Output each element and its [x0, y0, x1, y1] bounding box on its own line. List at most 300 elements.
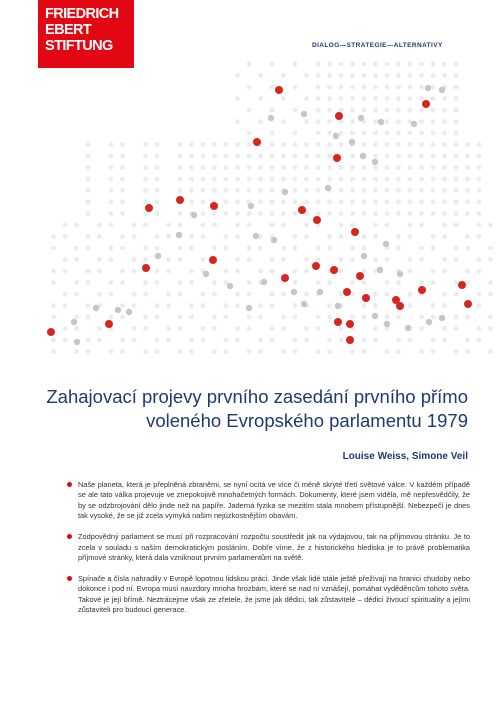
map-dot	[304, 142, 309, 147]
map-dot	[258, 303, 263, 308]
map-dot	[201, 165, 206, 170]
map-dot	[339, 85, 344, 90]
map-dot	[281, 326, 286, 331]
map-dot-red	[422, 100, 430, 108]
map-dot-red	[346, 320, 354, 328]
map-dot	[132, 257, 137, 262]
map-dot-gray	[268, 115, 274, 121]
bullet-dot-icon	[67, 482, 72, 487]
map-dot	[362, 234, 367, 239]
map-dot	[155, 142, 160, 147]
map-dot	[201, 188, 206, 193]
map-dot	[385, 108, 390, 113]
bullet-dot-icon	[67, 534, 72, 539]
map-dot	[178, 165, 183, 170]
map-dot	[362, 177, 367, 182]
map-dot	[120, 338, 125, 343]
map-dot	[143, 165, 148, 170]
map-dot	[396, 165, 401, 170]
map-dot	[477, 338, 482, 343]
map-dot	[350, 108, 355, 113]
map-dot	[442, 73, 447, 78]
map-dot	[235, 73, 240, 78]
map-dot	[293, 177, 298, 182]
map-dot-gray	[397, 271, 403, 277]
map-dot	[327, 62, 332, 67]
map-dot	[373, 108, 378, 113]
map-dot	[189, 234, 194, 239]
map-dot	[86, 280, 91, 285]
map-dot	[258, 315, 263, 320]
map-dot	[396, 246, 401, 251]
map-dot	[362, 131, 367, 136]
map-dot	[281, 142, 286, 147]
paragraph-text: Spínače a čísla nahradily v Evropě lopotnou lidskou práci. Jinde však lidé stále ještě přežívají na hranici chudoby nebo dokonce i pod ní. Evropa musí navzdory mnoha hrozbám, které se nad ní vznášejí, pomáhat vyděděncům tohoto světa. Takové je její břímě. Neztrácejme však ze zřetele, že jsme jak dědici, tak zůstavitelé – dědici živoucí spirituality a jejími zůstaviteli pro budoucí generace.	[78, 574, 470, 615]
map-dot	[304, 234, 309, 239]
map-dot	[408, 223, 413, 228]
tagline: DIALOG—STRATEGIE—ALTERNATIVY	[312, 42, 443, 49]
map-dot	[454, 154, 459, 159]
map-dot-red	[275, 86, 283, 94]
map-dot	[281, 257, 286, 262]
map-dot	[396, 234, 401, 239]
map-dot	[86, 338, 91, 343]
map-dot	[442, 338, 447, 343]
map-dot	[97, 292, 102, 297]
map-dot	[454, 349, 459, 354]
map-dot	[281, 177, 286, 182]
map-dot	[431, 73, 436, 78]
map-dot	[327, 234, 332, 239]
map-dot	[304, 165, 309, 170]
map-dot	[293, 303, 298, 308]
map-dot	[247, 154, 252, 159]
map-dot	[442, 211, 447, 216]
map-dot	[143, 315, 148, 320]
map-dot	[350, 119, 355, 124]
map-dot	[373, 119, 378, 124]
map-dot	[270, 211, 275, 216]
map-dot	[419, 73, 424, 78]
map-dot	[281, 246, 286, 251]
map-dot	[143, 349, 148, 354]
map-dot	[247, 326, 252, 331]
map-dot	[281, 73, 286, 78]
map-dot	[97, 223, 102, 228]
map-dot	[488, 292, 493, 297]
map-dot	[316, 154, 321, 159]
map-dot-gray	[439, 315, 445, 321]
map-dot-gray	[282, 189, 288, 195]
map-dot	[362, 246, 367, 251]
map-dot	[258, 165, 263, 170]
map-dot	[339, 188, 344, 193]
map-dot-red	[47, 328, 55, 336]
map-dot	[316, 246, 321, 251]
map-dot	[270, 257, 275, 262]
map-dot	[396, 338, 401, 343]
map-dot	[408, 257, 413, 262]
map-dot	[120, 315, 125, 320]
map-dot	[270, 303, 275, 308]
map-dot	[465, 338, 470, 343]
map-dot	[155, 154, 160, 159]
map-dot	[408, 269, 413, 274]
map-dot	[258, 246, 263, 251]
map-dot	[419, 62, 424, 67]
map-dot	[304, 338, 309, 343]
map-dot-red	[281, 274, 289, 282]
map-dot	[155, 315, 160, 320]
map-dot	[281, 96, 286, 101]
map-dot	[396, 119, 401, 124]
map-dot	[488, 246, 493, 251]
map-dot	[431, 269, 436, 274]
map-dot-gray	[271, 237, 277, 243]
map-dot	[293, 62, 298, 67]
map-dot	[224, 177, 229, 182]
map-dot	[465, 246, 470, 251]
map-dot	[339, 292, 344, 297]
map-dot	[247, 142, 252, 147]
map-dot	[235, 177, 240, 182]
map-dot	[373, 131, 378, 136]
map-dot	[408, 62, 413, 67]
map-dot	[373, 96, 378, 101]
map-dot	[419, 211, 424, 216]
map-dot	[178, 349, 183, 354]
map-dot	[201, 223, 206, 228]
map-dot	[63, 234, 68, 239]
map-dot	[454, 165, 459, 170]
map-dot	[247, 257, 252, 262]
map-dot	[132, 338, 137, 343]
map-dot	[258, 154, 263, 159]
map-dot	[316, 142, 321, 147]
map-dot	[201, 200, 206, 205]
map-dot	[419, 246, 424, 251]
map-dot-gray	[253, 233, 259, 239]
map-dot	[143, 142, 148, 147]
map-dot	[350, 154, 355, 159]
map-dot	[327, 200, 332, 205]
map-dot-red	[142, 264, 150, 272]
map-dot	[201, 303, 206, 308]
map-dot	[465, 165, 470, 170]
map-dot	[201, 257, 206, 262]
map-dot	[143, 211, 148, 216]
map-dot	[408, 131, 413, 136]
map-dot	[339, 177, 344, 182]
logo-line-1: FRIEDRICH	[45, 6, 119, 22]
map-dot	[316, 73, 321, 78]
map-dot	[373, 292, 378, 297]
map-dot	[304, 269, 309, 274]
map-dot	[454, 108, 459, 113]
map-dot	[201, 211, 206, 216]
map-dot-gray	[155, 253, 161, 259]
map-dot-gray	[203, 271, 209, 277]
map-dot	[178, 154, 183, 159]
map-dot	[465, 349, 470, 354]
map-dot	[408, 142, 413, 147]
map-dot	[189, 303, 194, 308]
map-dot-gray	[126, 309, 132, 315]
map-dot	[465, 315, 470, 320]
map-dot	[373, 223, 378, 228]
map-dot	[235, 96, 240, 101]
map-dot	[454, 326, 459, 331]
map-dot	[189, 177, 194, 182]
map-dot	[408, 292, 413, 297]
map-dot	[258, 269, 263, 274]
map-dot	[224, 269, 229, 274]
map-dot	[431, 246, 436, 251]
map-dot	[293, 349, 298, 354]
map-dot-gray	[246, 305, 252, 311]
map-dot-gray	[333, 133, 339, 139]
map-dot	[178, 292, 183, 297]
map-dot	[396, 142, 401, 147]
map-dot	[293, 315, 298, 320]
map-dot	[454, 246, 459, 251]
map-dot	[442, 257, 447, 262]
map-dot	[97, 257, 102, 262]
map-dot	[143, 246, 148, 251]
map-dot	[189, 154, 194, 159]
map-dot	[235, 303, 240, 308]
map-dot	[212, 211, 217, 216]
map-dot	[270, 177, 275, 182]
map-dot-gray	[335, 303, 341, 309]
map-dot	[51, 349, 56, 354]
map-dot	[189, 188, 194, 193]
map-dot	[247, 223, 252, 228]
map-dot	[408, 188, 413, 193]
map-dot	[431, 349, 436, 354]
map-dot	[120, 234, 125, 239]
map-dot	[189, 142, 194, 147]
map-dot	[212, 280, 217, 285]
map-dot	[235, 223, 240, 228]
map-dot	[155, 269, 160, 274]
map-dot	[51, 315, 56, 320]
map-dot	[258, 338, 263, 343]
map-dot	[316, 177, 321, 182]
map-dot	[431, 315, 436, 320]
map-dot	[293, 165, 298, 170]
map-dot	[373, 338, 378, 343]
map-dot	[327, 85, 332, 90]
map-dot	[419, 326, 424, 331]
map-dot	[408, 177, 413, 182]
map-dot	[350, 62, 355, 67]
map-dot	[316, 85, 321, 90]
map-dot-gray	[317, 289, 323, 295]
map-dot	[327, 338, 332, 343]
map-dot	[224, 338, 229, 343]
map-dot	[316, 326, 321, 331]
map-dot	[143, 188, 148, 193]
map-dot	[189, 200, 194, 205]
map-dot	[281, 315, 286, 320]
map-dot	[201, 154, 206, 159]
map-dot	[178, 211, 183, 216]
map-dot-gray	[439, 87, 445, 93]
map-dot-gray	[248, 203, 254, 209]
map-dot-gray	[301, 301, 307, 307]
map-dot	[408, 85, 413, 90]
map-dot	[178, 315, 183, 320]
map-dot	[132, 292, 137, 297]
map-dot	[488, 280, 493, 285]
map-dot	[442, 108, 447, 113]
map-dot	[63, 269, 68, 274]
map-dot	[477, 211, 482, 216]
map-dot	[270, 62, 275, 67]
map-dot-red	[356, 272, 364, 280]
map-dot	[442, 96, 447, 101]
map-dot	[178, 188, 183, 193]
map-dot	[212, 223, 217, 228]
map-dot	[396, 85, 401, 90]
map-dot	[155, 338, 160, 343]
map-dot	[304, 154, 309, 159]
map-dot-gray	[291, 289, 297, 295]
map-dot	[74, 326, 79, 331]
map-dot	[235, 326, 240, 331]
map-dot	[270, 269, 275, 274]
map-dot	[120, 188, 125, 193]
map-dot	[51, 234, 56, 239]
map-dot	[385, 142, 390, 147]
map-dot	[247, 211, 252, 216]
map-dot	[362, 349, 367, 354]
map-dot-gray	[325, 185, 331, 191]
europe-dot-map	[38, 60, 498, 360]
map-dot-red	[343, 288, 351, 296]
map-dot	[178, 257, 183, 262]
map-dot	[270, 142, 275, 147]
map-dot	[132, 326, 137, 331]
map-dot	[109, 154, 114, 159]
map-dot	[431, 154, 436, 159]
map-dot	[143, 257, 148, 262]
map-dot	[109, 246, 114, 251]
map-dot	[431, 303, 436, 308]
map-dot	[74, 223, 79, 228]
map-dot	[396, 177, 401, 182]
map-dot	[327, 131, 332, 136]
map-dot	[212, 292, 217, 297]
map-dot	[109, 315, 114, 320]
map-dot	[362, 108, 367, 113]
map-dot	[120, 246, 125, 251]
map-dot	[327, 177, 332, 182]
map-dot-gray	[191, 212, 197, 218]
map-dot	[293, 280, 298, 285]
map-dot	[350, 349, 355, 354]
map-dot	[339, 269, 344, 274]
map-dot	[385, 211, 390, 216]
map-dot	[316, 108, 321, 113]
map-dot	[293, 108, 298, 113]
map-dot	[408, 211, 413, 216]
map-dot	[362, 85, 367, 90]
map-dot	[316, 349, 321, 354]
map-dot-red	[145, 204, 153, 212]
map-dot	[339, 108, 344, 113]
map-dot-gray	[301, 111, 307, 117]
map-dot	[247, 85, 252, 90]
map-dot	[385, 280, 390, 285]
map-dot	[373, 62, 378, 67]
map-dot	[362, 269, 367, 274]
map-dot	[477, 223, 482, 228]
map-dot	[465, 269, 470, 274]
map-dot	[350, 96, 355, 101]
map-dot	[362, 62, 367, 67]
map-dot	[327, 119, 332, 124]
map-dot	[431, 108, 436, 113]
map-dot	[224, 188, 229, 193]
map-dot	[385, 349, 390, 354]
map-dot-gray	[411, 121, 417, 127]
map-dot	[155, 211, 160, 216]
map-dot	[350, 246, 355, 251]
map-dot	[419, 177, 424, 182]
map-dot	[281, 211, 286, 216]
map-dot	[419, 257, 424, 262]
map-dot	[178, 223, 183, 228]
map-dot	[258, 73, 263, 78]
map-dot	[442, 223, 447, 228]
map-dot	[373, 234, 378, 239]
map-dot	[270, 188, 275, 193]
map-dot	[419, 154, 424, 159]
map-dot	[132, 223, 137, 228]
map-dot	[442, 234, 447, 239]
map-dot	[373, 142, 378, 147]
map-dot	[63, 292, 68, 297]
map-dot-red	[330, 266, 338, 274]
map-dot	[373, 73, 378, 78]
map-dot	[442, 326, 447, 331]
map-dot	[304, 326, 309, 331]
map-dot	[86, 211, 91, 216]
map-dot	[442, 131, 447, 136]
map-dot-gray	[372, 159, 378, 165]
map-dot	[178, 246, 183, 251]
map-dot	[316, 211, 321, 216]
map-dot	[212, 165, 217, 170]
map-dot	[327, 165, 332, 170]
map-dot	[454, 257, 459, 262]
map-dot	[212, 349, 217, 354]
map-dot	[385, 85, 390, 90]
map-dot	[247, 131, 252, 136]
map-dot	[477, 188, 482, 193]
map-dot	[109, 349, 114, 354]
map-dot	[316, 62, 321, 67]
map-dot	[63, 257, 68, 262]
map-dot	[63, 303, 68, 308]
map-dot	[189, 269, 194, 274]
map-dot	[86, 315, 91, 320]
map-dot	[408, 234, 413, 239]
map-dot	[488, 223, 493, 228]
map-dot	[327, 96, 332, 101]
